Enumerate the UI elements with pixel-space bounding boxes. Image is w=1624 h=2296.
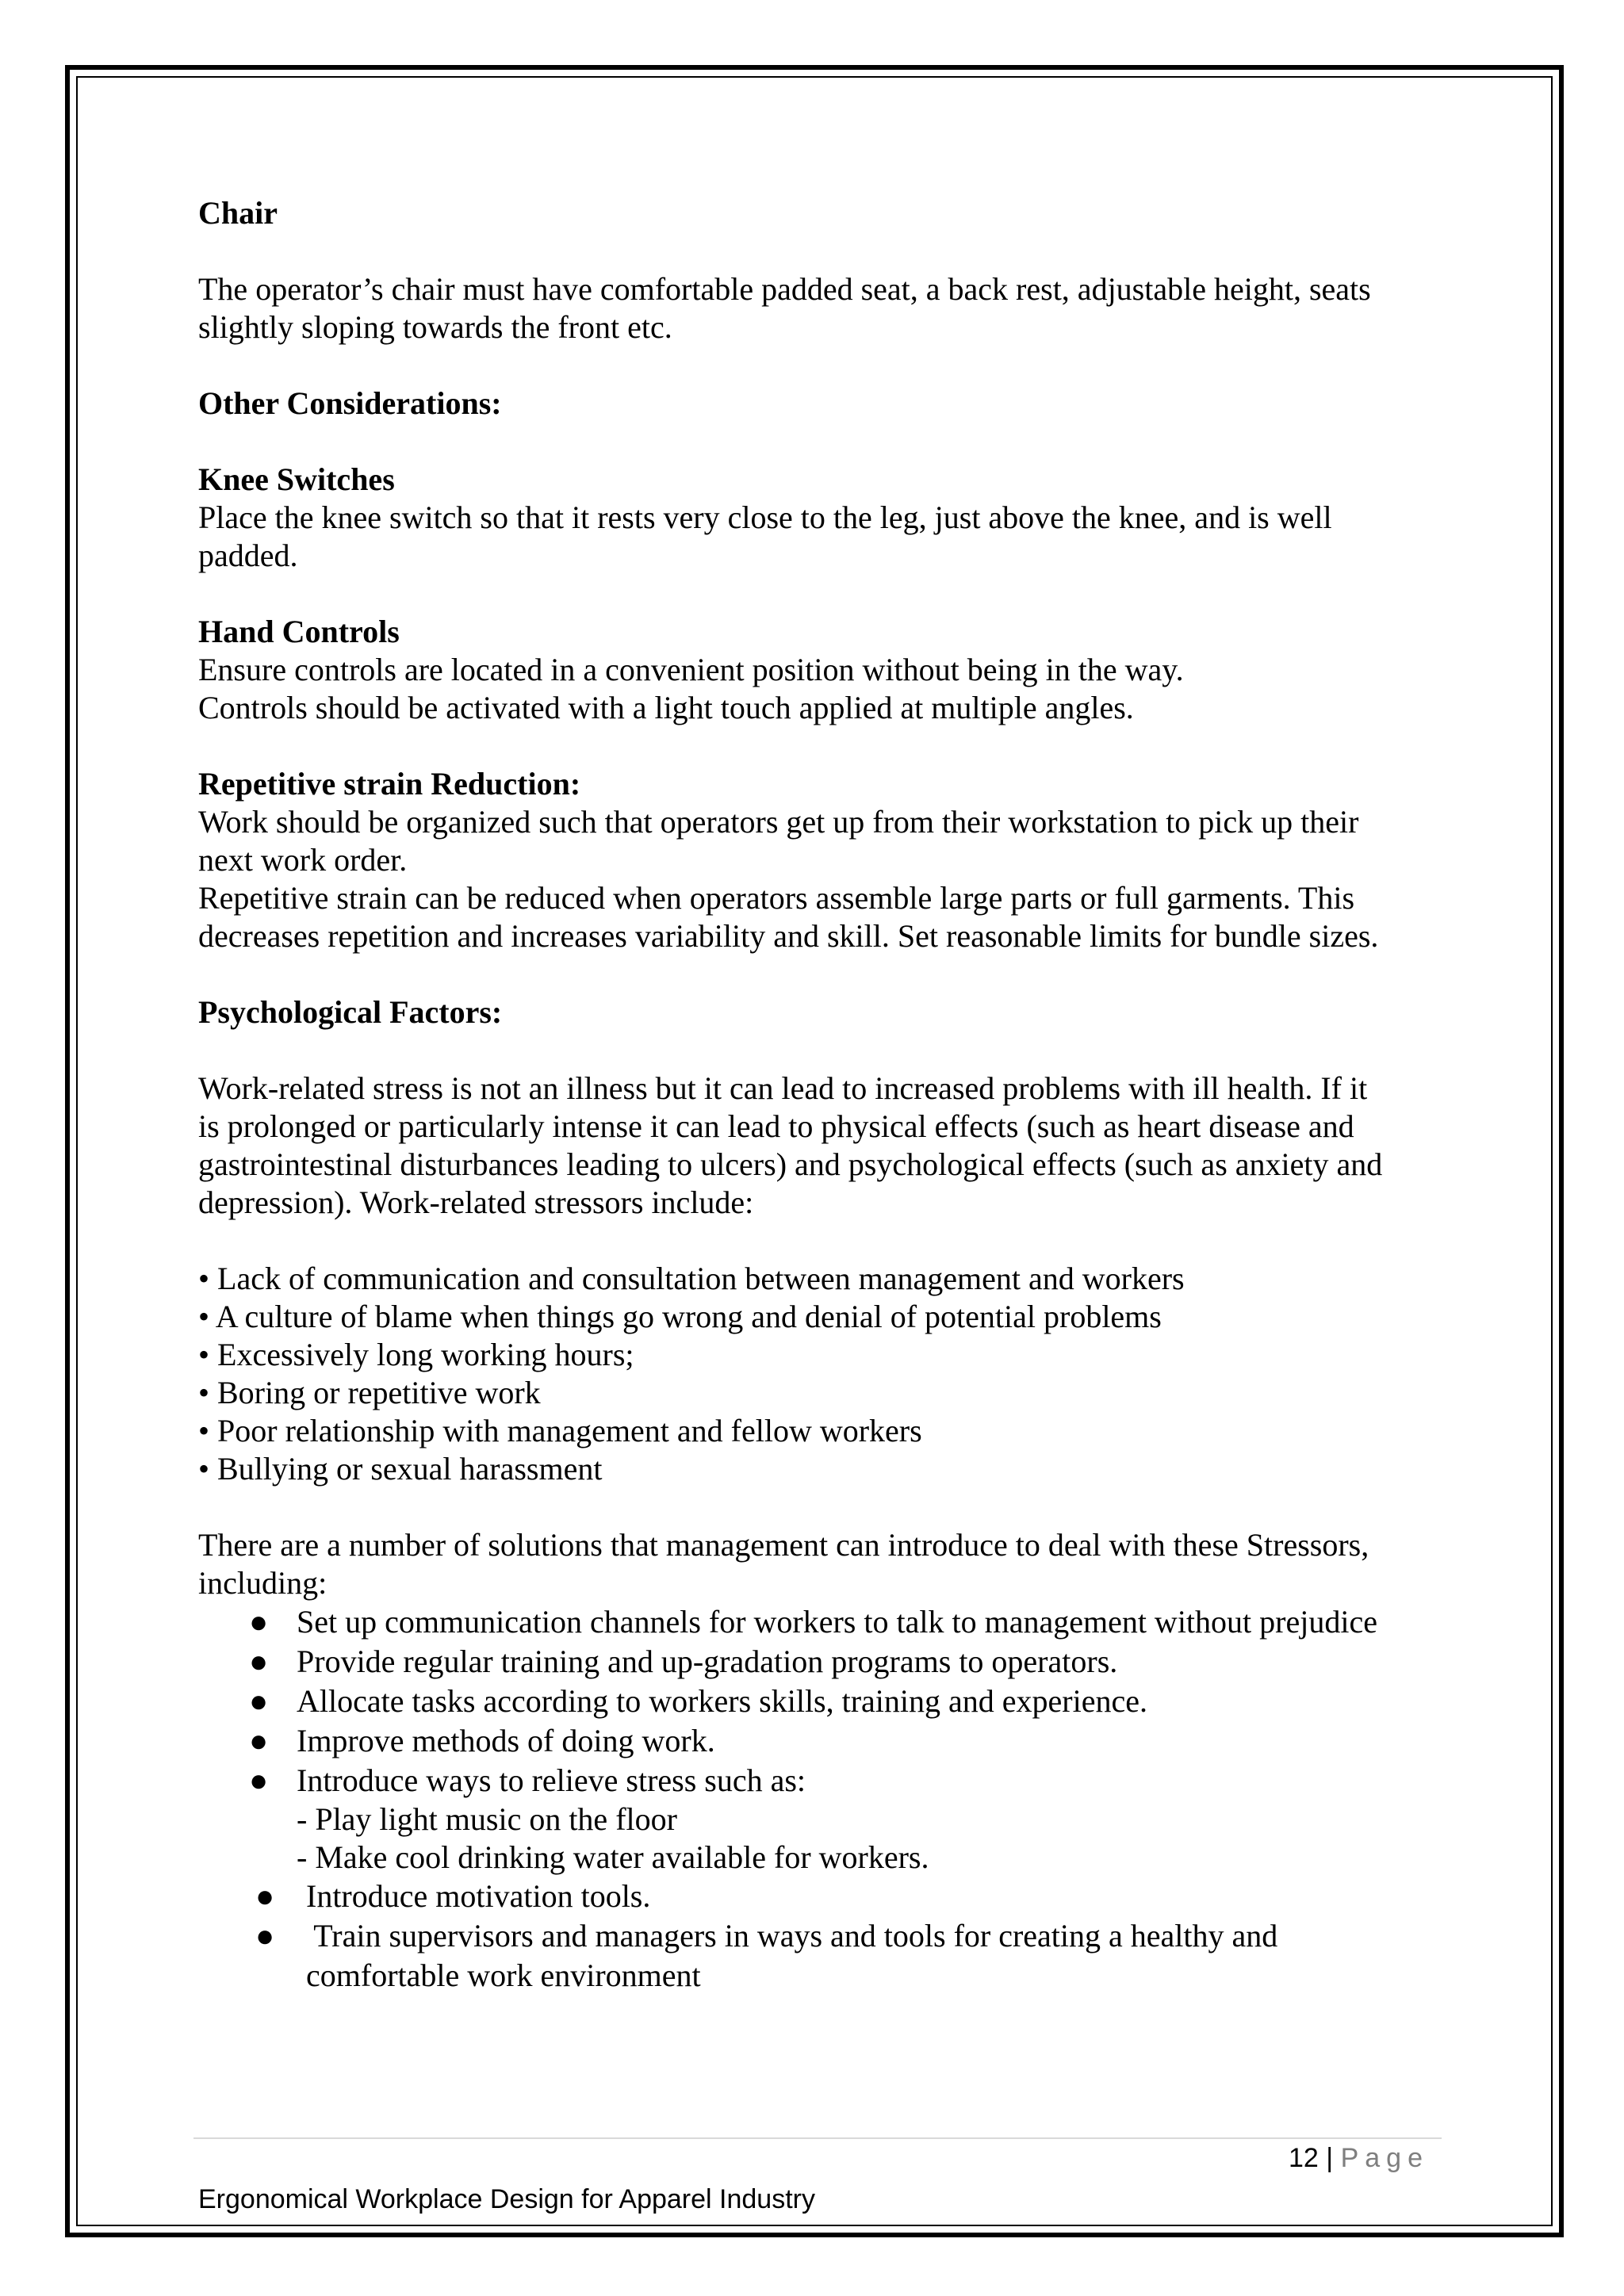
heading-knee-switches: Knee Switches [198, 461, 395, 497]
page-label: Page [1340, 2143, 1429, 2173]
list-item: ● Set up communication channels for workers to talk to management without prejudice [198, 1602, 1435, 1642]
paragraph-line: depression). Work-related stressors include: [198, 1184, 754, 1220]
heading-psychological-factors: Psychological Factors: [198, 994, 503, 1030]
heading-other-considerations: Other Considerations: [198, 385, 502, 421]
bullet-icon: ● [249, 1604, 269, 1640]
paragraph-line: including: [198, 1565, 327, 1601]
solutions-list [198, 1602, 1435, 1800]
paragraph-line: slightly sloping towards the front etc. [198, 309, 672, 345]
stressor-item: • Poor relationship with management and fellow workers [198, 1413, 922, 1448]
bullet-icon: ● [249, 1762, 269, 1798]
stressor-item: • Excessively long working hours; [198, 1337, 634, 1372]
heading-chair: Chair [198, 195, 278, 231]
paragraph-line: Controls should be activated with a light touch applied at multiple angles. [198, 690, 1134, 725]
paragraph-line: Work should be organized such that operators get up from their workstation to pick up their [198, 804, 1359, 840]
stressor-item: • Bullying or sexual harassment [198, 1451, 603, 1487]
footer-divider [193, 2137, 1442, 2139]
page-content [198, 194, 1435, 1996]
page-separator: | [1326, 2143, 1334, 2173]
paragraph-line: Place the knee switch so that it rests very close to the leg, just above the knee, and is well [198, 499, 1332, 535]
paragraph-line: decreases repetition and increases variability and skill. Set reasonable limits for bundle sizes. [198, 918, 1379, 954]
paragraph-line: padded. [198, 538, 298, 573]
bullet-icon: ● [249, 1723, 269, 1758]
bullet-icon: ● [249, 1683, 269, 1719]
bullet-icon: ● [249, 1644, 269, 1679]
bullet-icon: ● [255, 1878, 275, 1914]
paragraph-line: There are a number of solutions that management can introduce to deal with these Stressors, [198, 1527, 1369, 1563]
paragraph-line: Work-related stress is not an illness but it can lead to increased problems with ill health. If it [198, 1070, 1368, 1106]
paragraph-line: is prolonged or particularly intense it can lead to physical effects (such as heart disease and [198, 1108, 1354, 1144]
list-item: ● Provide regular training and up-gradation programs to operators. [198, 1642, 1435, 1682]
stressor-item: • Boring or repetitive work [198, 1375, 541, 1410]
list-item: ● Improve methods of doing work. [198, 1721, 1435, 1761]
stressor-item: • A culture of blame when things go wrong and denial of potential problems [198, 1299, 1162, 1334]
paragraph-line: Repetitive strain can be reduced when operators assemble large parts or full garments. This [198, 880, 1355, 916]
stressor-item: • Lack of communication and consultation between management and workers [198, 1261, 1185, 1296]
heading-hand-controls: Hand Controls [198, 614, 400, 649]
list-item: ● Introduce motivation tools. [198, 1877, 1435, 1916]
paragraph-line: gastrointestinal disturbances leading to ulcers) and psychological effects (such as anxiety and [198, 1146, 1383, 1182]
footer-page-number [1289, 2141, 1429, 2175]
list-item: ● Introduce ways to relieve stress such as: [198, 1761, 1435, 1800]
sublist-item: - Make cool drinking water available for workers. [297, 1839, 929, 1875]
paragraph-line: next work order. [198, 842, 408, 878]
footer-document-title: Ergonomical Workplace Design for Apparel Industry [198, 2184, 815, 2214]
page-number: 12 [1289, 2143, 1319, 2173]
list-item-continuation: comfortable work environment [306, 1957, 701, 1993]
list-item: ● Train supervisors and managers in ways and tools for creating a healthy and [198, 1916, 1435, 1956]
solutions-list-continued [198, 1877, 1435, 1996]
heading-repetitive-strain: Repetitive strain Reduction: [198, 766, 581, 802]
paragraph-line: The operator’s chair must have comfortable padded seat, a back rest, adjustable height, seats [198, 271, 1371, 307]
list-item: ● Allocate tasks according to workers skills, training and experience. [198, 1682, 1435, 1721]
bullet-icon: ● [255, 1918, 275, 1954]
relief-sublist [198, 1800, 1435, 1877]
sublist-item: - Play light music on the floor [297, 1801, 677, 1837]
paragraph-line: Ensure controls are located in a convenient position without being in the way. [198, 652, 1184, 687]
